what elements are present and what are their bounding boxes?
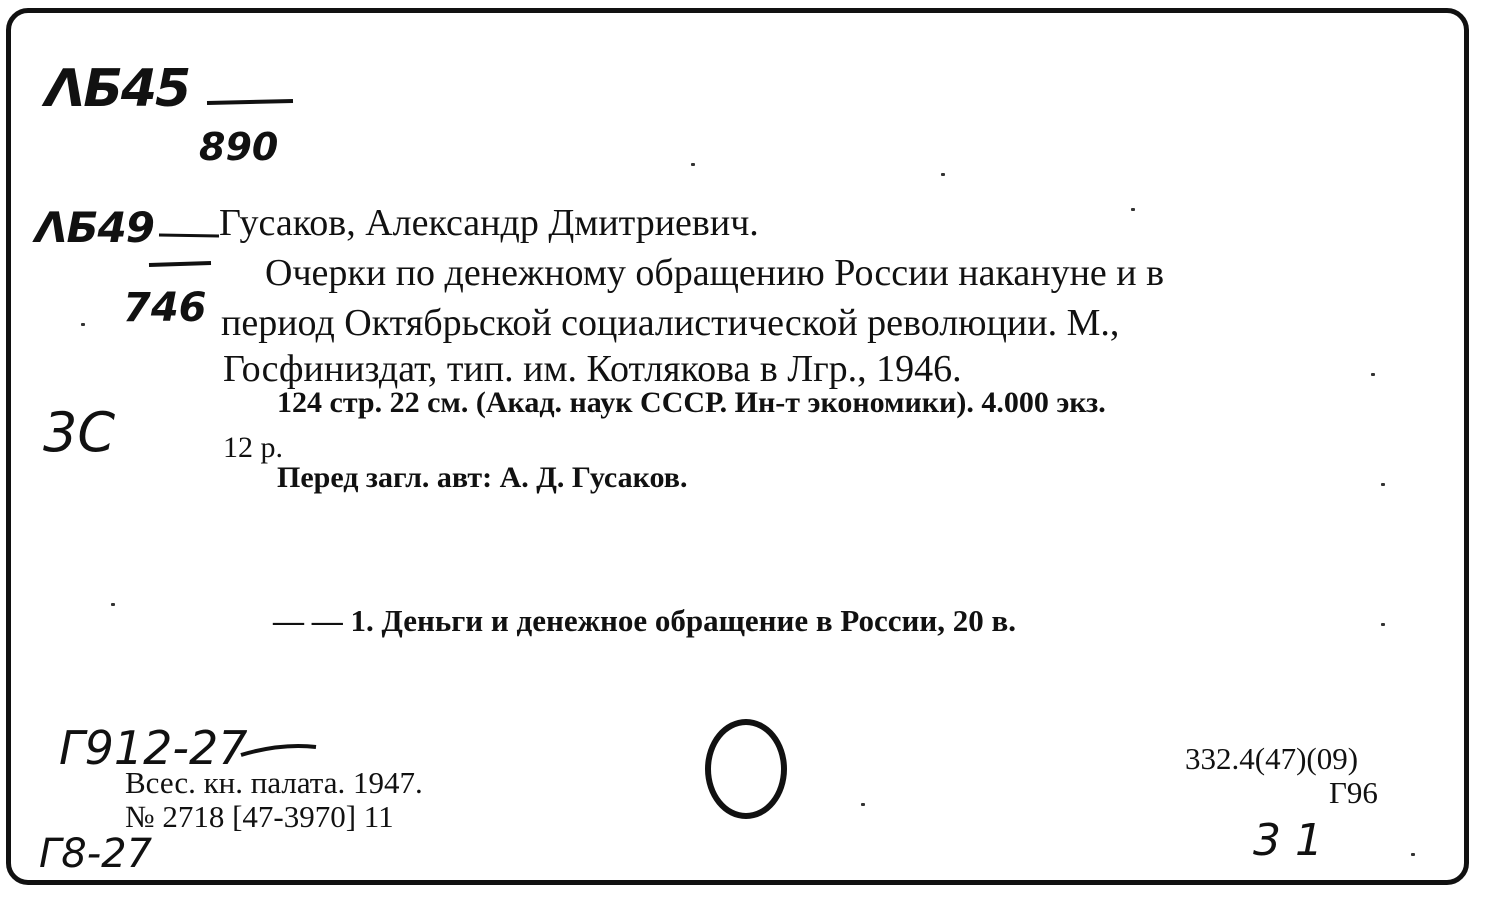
title-line-2: период Октябрьской социалистической революции. М., (221, 302, 1120, 344)
subject-heading: — — 1. Деньги и денежное обращение в России, 20 в. (273, 603, 1016, 638)
title-line-1: Очерки по денежному обращению России накануне и в (265, 252, 1165, 294)
handwritten-bottom-code-1: Г912-27 (59, 721, 248, 775)
punch-hole (705, 719, 787, 819)
physical-description-line-1: 124 стр. 22 см. (Акад. наук СССР. Ин-т экономики). 4.000 экз. (277, 386, 1106, 419)
book-chamber-line-2: № 2718 [47-3970] 11 (125, 799, 394, 834)
scan-speck (1381, 483, 1385, 486)
handwritten-side-note: 3С (43, 401, 116, 464)
cutter-number: Г96 (1329, 775, 1378, 810)
scan-speck (1371, 373, 1375, 376)
handwritten-top-code: ΛБ45 (45, 59, 190, 119)
scan-speck (691, 163, 695, 166)
scan-speck (111, 603, 115, 606)
scan-speck (861, 803, 865, 806)
handwritten-page-number: 31 (1253, 815, 1337, 866)
book-chamber-line-1: Всес. кн. палата. 1947. (125, 765, 423, 800)
scan-speck (1411, 853, 1415, 856)
scan-speck (81, 323, 85, 326)
scan-speck (1131, 208, 1135, 211)
author-heading: Гусаков, Александр Дмитриевич. (219, 202, 759, 244)
catalog-card (6, 8, 1469, 885)
scan-speck (1381, 623, 1385, 626)
scan-speck (941, 173, 945, 176)
handwritten-mid-code: ΛБ49 (35, 203, 154, 252)
physical-description-line-2: 12 р. (223, 431, 283, 464)
classification-number: 332.4(47)(09) (1185, 741, 1359, 776)
title-line-3: Госфиниздат, тип. им. Котлякова в Лгр., 1946. (223, 348, 962, 390)
handwritten-bottom-code-2: Г8-27 (39, 831, 153, 877)
handwritten-top-number: 890 (199, 125, 279, 169)
author-note: Перед загл. авт: А. Д. Гусаков. (277, 461, 688, 494)
handwritten-mid-number: 746 (123, 285, 207, 331)
